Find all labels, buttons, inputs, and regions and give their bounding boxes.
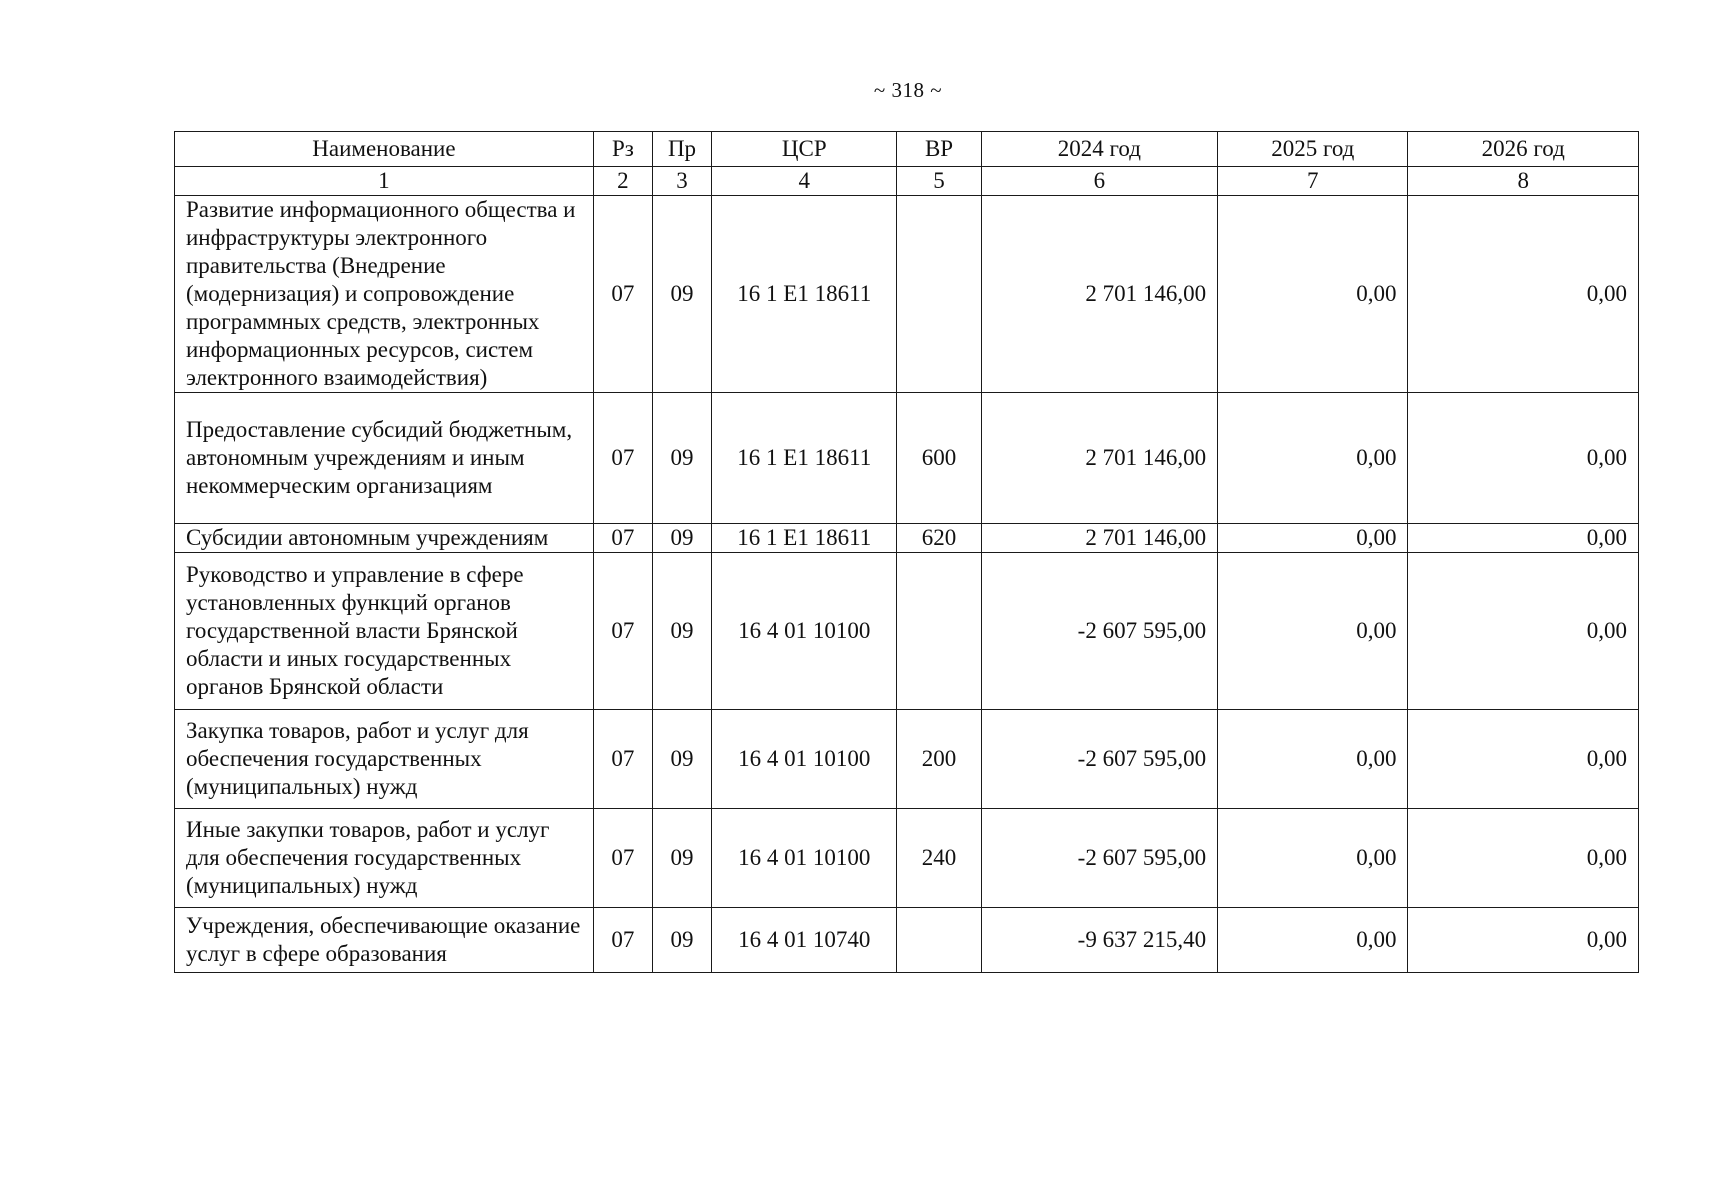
table-row	[175, 553, 1639, 710]
table-row	[175, 809, 1639, 908]
row-csr: 16 1 E1 18611	[712, 196, 897, 393]
row-csr: 16 1 E1 18611	[712, 393, 897, 524]
row-rz: 07	[593, 710, 652, 809]
page-number: ~ 318 ~	[873, 78, 943, 102]
row-2026: 0,00	[1408, 196, 1639, 393]
header-pr: Пр	[652, 132, 711, 167]
row-2025: 0,00	[1218, 710, 1408, 809]
header-2026: 2026 год	[1408, 132, 1639, 167]
header-rz: Рз	[593, 132, 652, 167]
row-2026: 0,00	[1408, 908, 1639, 973]
column-number: 7	[1218, 167, 1408, 196]
row-vr	[897, 553, 981, 710]
column-number: 4	[712, 167, 897, 196]
table-header	[175, 132, 1639, 196]
table-row	[175, 710, 1639, 809]
row-2026: 0,00	[1408, 553, 1639, 710]
row-2024: -2 607 595,00	[981, 553, 1217, 710]
row-csr: 16 4 01 10100	[712, 809, 897, 908]
row-vr: 200	[897, 710, 981, 809]
row-pr: 09	[652, 196, 711, 393]
row-2025: 0,00	[1218, 393, 1408, 524]
row-2024: 2 701 146,00	[981, 524, 1217, 553]
row-name: Закупка товаров, работ и услуг для обеспечения государственных (муниципальных) нужд	[175, 710, 594, 809]
row-2025: 0,00	[1218, 908, 1408, 973]
row-vr	[897, 908, 981, 973]
header-2025: 2025 год	[1218, 132, 1408, 167]
row-rz: 07	[593, 393, 652, 524]
row-pr: 09	[652, 393, 711, 524]
row-name: Развитие информационного общества и инфраструктуры электронного правительства (Внедрение (модернизация) и сопровождение программных средств, электронных информационных ресурсов, систем электронного взаимодействия)	[175, 196, 594, 393]
header-row	[175, 132, 1639, 167]
row-vr	[897, 196, 981, 393]
table-row	[175, 908, 1639, 973]
row-pr: 09	[652, 908, 711, 973]
row-vr: 620	[897, 524, 981, 553]
row-csr: 16 4 01 10100	[712, 710, 897, 809]
row-vr: 240	[897, 809, 981, 908]
header-vr: ВР	[897, 132, 981, 167]
budget-table	[174, 131, 1639, 973]
table-row	[175, 196, 1639, 393]
row-2025: 0,00	[1218, 809, 1408, 908]
row-csr: 16 4 01 10100	[712, 553, 897, 710]
column-number: 2	[593, 167, 652, 196]
row-pr: 09	[652, 710, 711, 809]
row-name: Предоставление субсидий бюджетным, автономным учреждениям и иным некоммерческим организациям	[175, 393, 594, 524]
row-rz: 07	[593, 524, 652, 553]
table-row	[175, 524, 1639, 553]
column-number: 5	[897, 167, 981, 196]
column-number: 3	[652, 167, 711, 196]
row-2026: 0,00	[1408, 710, 1639, 809]
row-csr: 16 4 01 10740	[712, 908, 897, 973]
row-2025: 0,00	[1218, 553, 1408, 710]
row-2026: 0,00	[1408, 524, 1639, 553]
row-2024: -9 637 215,40	[981, 908, 1217, 973]
row-pr: 09	[652, 524, 711, 553]
row-rz: 07	[593, 908, 652, 973]
row-pr: 09	[652, 809, 711, 908]
row-2025: 0,00	[1218, 196, 1408, 393]
row-vr: 600	[897, 393, 981, 524]
table-row	[175, 393, 1639, 524]
row-rz: 07	[593, 196, 652, 393]
column-number-row	[175, 167, 1639, 196]
row-2024: 2 701 146,00	[981, 393, 1217, 524]
header-name: Наименование	[175, 132, 594, 167]
column-number: 1	[175, 167, 594, 196]
header-2024: 2024 год	[981, 132, 1217, 167]
row-rz: 07	[593, 553, 652, 710]
row-name: Учреждения, обеспечивающие оказание услуг в сфере образования	[175, 908, 594, 973]
column-number: 8	[1408, 167, 1639, 196]
table-body	[175, 196, 1639, 973]
row-2024: 2 701 146,00	[981, 196, 1217, 393]
row-csr: 16 1 E1 18611	[712, 524, 897, 553]
row-2026: 0,00	[1408, 393, 1639, 524]
row-2024: -2 607 595,00	[981, 710, 1217, 809]
row-pr: 09	[652, 553, 711, 710]
header-csr: ЦСР	[712, 132, 897, 167]
column-number: 6	[981, 167, 1217, 196]
row-2026: 0,00	[1408, 809, 1639, 908]
row-name: Руководство и управление в сфере установленных функций органов государственной власти Брянской области и иных государственных органов Брянской области	[175, 553, 594, 710]
row-2025: 0,00	[1218, 524, 1408, 553]
row-name: Иные закупки товаров, работ и услуг для обеспечения государственных (муниципальных) нужд	[175, 809, 594, 908]
row-2024: -2 607 595,00	[981, 809, 1217, 908]
row-name: Субсидии автономным учреждениям	[175, 524, 594, 553]
row-rz: 07	[593, 809, 652, 908]
